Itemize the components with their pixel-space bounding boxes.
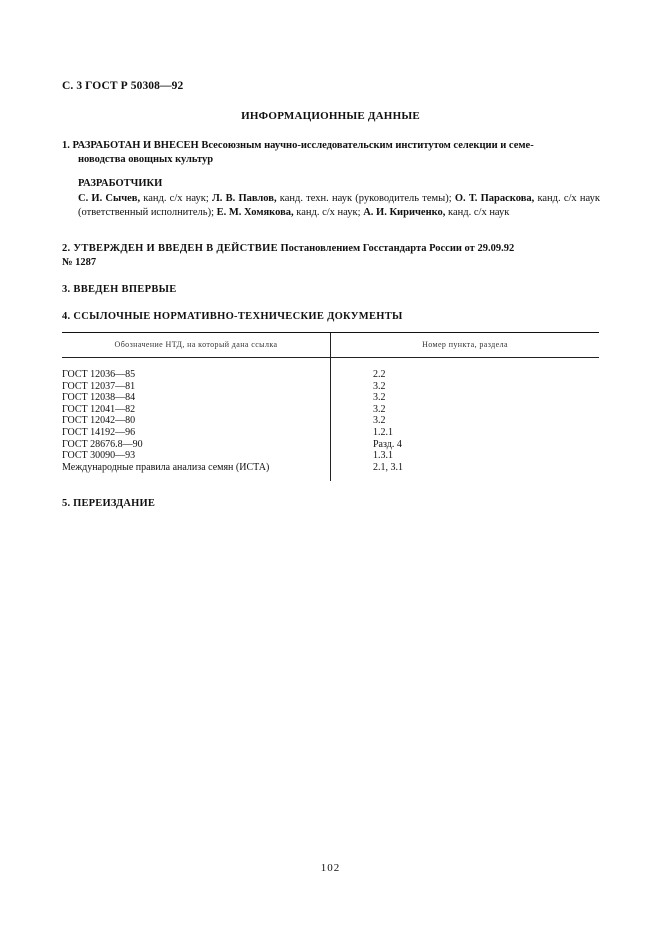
table-cell-doc: Международные правила анализа семян (ИСТА) xyxy=(62,461,270,473)
table-column-divider xyxy=(330,333,331,481)
section-developed-by-line1 xyxy=(62,139,602,153)
developer-name: А. И. Кириченко, xyxy=(363,207,446,218)
section-approved-label: 2. УТВЕРЖДЕН И ВВЕДЕН В ДЕЙСТВИЕ xyxy=(62,243,278,254)
table-cell-ref: 2.2 xyxy=(373,369,386,380)
developer-role: канд. с/х наук (ответственный исполнитель); xyxy=(78,193,600,218)
table-cell-doc: ГОСТ 30090—93 xyxy=(62,450,136,462)
developer-role: канд. с/х наук; xyxy=(140,193,212,204)
page-number: 102 xyxy=(320,862,341,874)
developers-list xyxy=(78,192,600,220)
table-cell-ref: 1.3.1 xyxy=(373,450,393,462)
table-cell-doc: ГОСТ 12036—85 xyxy=(62,369,136,380)
table-cell-doc: ГОСТ 14192—96 xyxy=(62,426,136,438)
section-approved-number: № 1287 xyxy=(62,257,97,268)
section-developed-by-label: 1. РАЗРАБОТАН И ВНЕСЕН xyxy=(62,140,199,151)
table-cell-doc: ГОСТ 12037—81 xyxy=(62,380,136,392)
section-reissue: 5. ПЕРЕИЗДАНИЕ xyxy=(62,498,156,509)
table-cell-doc: ГОСТ 28676.8—90 xyxy=(62,438,143,450)
document-title: ИНФОРМАЦИОННЫЕ ДАННЫЕ xyxy=(241,110,420,122)
table-cell-doc: ГОСТ 12038—84 xyxy=(62,392,136,404)
developer-name: Е. М. Хомякова, xyxy=(216,207,294,218)
developer-name: О. Т. Параскова, xyxy=(454,193,535,204)
section-developed-by-line2: новодства овощных культур xyxy=(78,154,214,165)
table-header-clause: Номер пункта, раздела xyxy=(422,340,508,349)
table-doc-column xyxy=(62,369,269,473)
developer-role: канд. с/х наук xyxy=(445,207,510,218)
developer-name: Л. В. Павлов, xyxy=(211,193,277,204)
developer-role: канд. с/х наук; xyxy=(293,207,364,218)
table-cell-ref: 3.2 xyxy=(373,415,386,427)
section-developed-by-institute: Всесоюзным научно-исследовательским институтом селекции и семе- xyxy=(201,140,534,151)
developers-heading: РАЗРАБОТЧИКИ xyxy=(78,178,163,189)
table-cell-ref: 2.1, 3.1 xyxy=(373,461,403,473)
section-reference-documents: 4. ССЫЛОЧНЫЕ НОРМАТИВНО-ТЕХНИЧЕСКИЕ ДОКУМЕНТЫ xyxy=(62,311,403,322)
table-cell-ref: 1.2.1 xyxy=(373,426,393,438)
section-developed-by xyxy=(62,139,602,167)
page-header: С. 3 ГОСТ Р 50308—92 xyxy=(62,80,184,92)
table-cell-ref: 3.2 xyxy=(373,403,386,415)
section-approved-text: Постановлением Госстандарта России от 29.09.92 xyxy=(280,243,515,254)
section-introduced-first: 3. ВВЕДЕН ВПЕРВЫЕ xyxy=(62,284,177,295)
developer-name: С. И. Сычев, xyxy=(78,193,141,204)
table-cell-doc: ГОСТ 12042—80 xyxy=(62,415,136,427)
table-ref-column xyxy=(373,369,403,473)
table-cell-ref: 3.2 xyxy=(373,392,386,404)
developer-role: канд. техн. наук (руководитель темы); xyxy=(276,193,455,204)
table-cell-doc: ГОСТ 12041—82 xyxy=(62,403,136,415)
section-approved xyxy=(62,242,600,270)
table-cell-ref: Разд. 4 xyxy=(373,438,402,450)
table-header-document: Обозначение НТД, на который дана ссылка xyxy=(114,340,278,349)
table-cell-ref: 3.2 xyxy=(373,380,386,392)
